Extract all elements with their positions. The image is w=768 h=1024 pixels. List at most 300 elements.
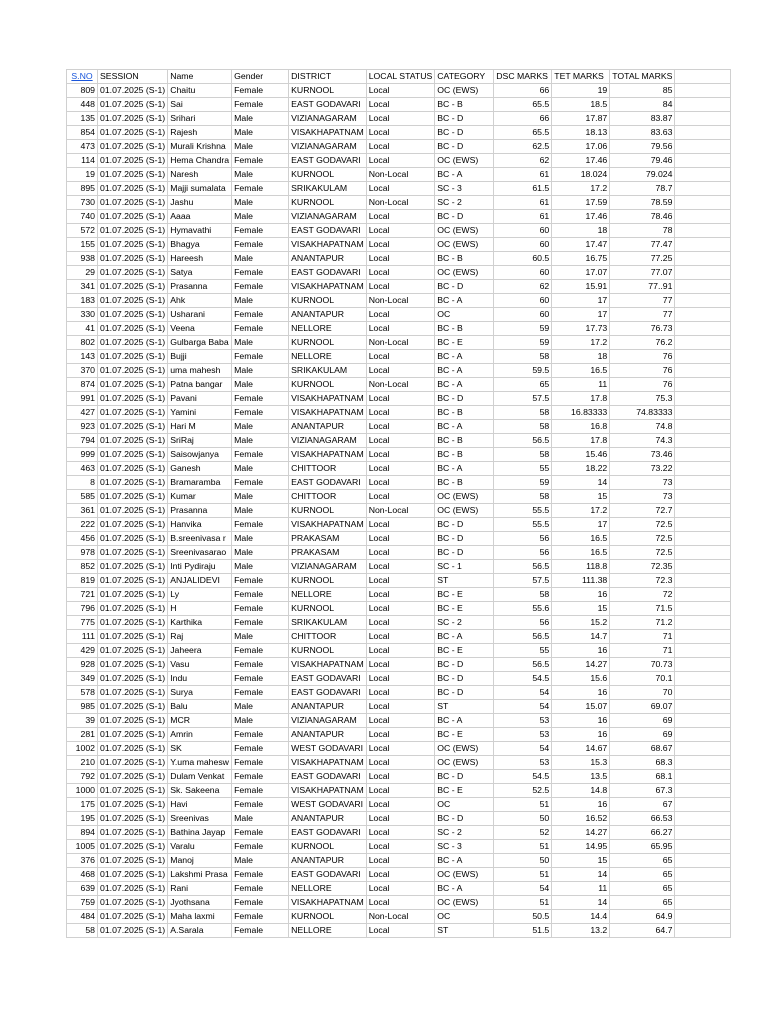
cell-sno: 456 — [67, 532, 98, 546]
cell-sno: 874 — [67, 378, 98, 392]
cell-name: ANJALIDEVI — [168, 574, 232, 588]
cell-dsc-marks: 56.5 — [494, 560, 552, 574]
cell-category: OC (EWS) — [435, 224, 494, 238]
cell-category: ST — [435, 700, 494, 714]
cell-local-status: Local — [366, 280, 435, 294]
cell-extra — [675, 266, 731, 280]
cell-district: VISAKHAPATNAM — [289, 896, 367, 910]
header-category: CATEGORY — [435, 70, 494, 84]
cell-total-marks: 65 — [610, 896, 675, 910]
cell-category: BC - A — [435, 882, 494, 896]
cell-local-status: Local — [366, 448, 435, 462]
cell-tet-marks: 14.27 — [552, 658, 610, 672]
cell-district: VIZIANAGARAM — [289, 714, 367, 728]
cell-session: 01.07.2025 (S-1) — [98, 112, 168, 126]
cell-local-status: Local — [366, 532, 435, 546]
cell-tet-marks: 16.5 — [552, 546, 610, 560]
cell-total-marks: 67.3 — [610, 784, 675, 798]
table-row — [67, 672, 731, 686]
cell-session: 01.07.2025 (S-1) — [98, 168, 168, 182]
cell-session: 01.07.2025 (S-1) — [98, 770, 168, 784]
cell-extra — [675, 252, 731, 266]
cell-sno: 135 — [67, 112, 98, 126]
cell-sno: 999 — [67, 448, 98, 462]
cell-extra — [675, 448, 731, 462]
cell-district: SRIKAKULAM — [289, 182, 367, 196]
cell-local-status: Local — [366, 252, 435, 266]
cell-tet-marks: 17.59 — [552, 196, 610, 210]
cell-total-marks: 85 — [610, 84, 675, 98]
cell-sno: 639 — [67, 882, 98, 896]
cell-name: Ahk — [168, 294, 232, 308]
cell-name: Sai — [168, 98, 232, 112]
cell-extra — [675, 210, 731, 224]
cell-tet-marks: 17.06 — [552, 140, 610, 154]
cell-tet-marks: 11 — [552, 882, 610, 896]
cell-extra — [675, 784, 731, 798]
cell-sno: 19 — [67, 168, 98, 182]
cell-tet-marks: 17.73 — [552, 322, 610, 336]
cell-district: KURNOOL — [289, 840, 367, 854]
cell-district: VIZIANAGARAM — [289, 434, 367, 448]
cell-extra — [675, 546, 731, 560]
cell-session: 01.07.2025 (S-1) — [98, 546, 168, 560]
cell-sno: 195 — [67, 812, 98, 826]
cell-extra — [675, 798, 731, 812]
cell-local-status: Local — [366, 630, 435, 644]
cell-name: Inti Pydiraju — [168, 560, 232, 574]
cell-sno: 463 — [67, 462, 98, 476]
cell-total-marks: 72 — [610, 588, 675, 602]
cell-category: SC - 1 — [435, 560, 494, 574]
cell-local-status: Local — [366, 462, 435, 476]
cell-name: uma mahesh — [168, 364, 232, 378]
cell-local-status: Local — [366, 126, 435, 140]
cell-gender: Male — [232, 812, 289, 826]
cell-sno: 349 — [67, 672, 98, 686]
cell-dsc-marks: 65 — [494, 378, 552, 392]
cell-total-marks: 70 — [610, 686, 675, 700]
cell-local-status: Local — [366, 714, 435, 728]
cell-local-status: Local — [366, 266, 435, 280]
table-row — [67, 84, 731, 98]
cell-local-status: Local — [366, 770, 435, 784]
cell-tet-marks: 18.5 — [552, 98, 610, 112]
cell-name: Hymavathi — [168, 224, 232, 238]
cell-total-marks: 70.1 — [610, 672, 675, 686]
cell-gender: Male — [232, 854, 289, 868]
cell-local-status: Local — [366, 518, 435, 532]
cell-local-status: Local — [366, 490, 435, 504]
cell-name: Varalu — [168, 840, 232, 854]
cell-district: EAST GODAVARI — [289, 868, 367, 882]
cell-sno: 222 — [67, 518, 98, 532]
cell-dsc-marks: 66 — [494, 112, 552, 126]
cell-extra — [675, 168, 731, 182]
cell-local-status: Local — [366, 154, 435, 168]
cell-sno: 796 — [67, 602, 98, 616]
cell-extra — [675, 714, 731, 728]
cell-category: BC - B — [435, 252, 494, 266]
cell-district: KURNOOL — [289, 84, 367, 98]
header-total-marks: TOTAL MARKS — [610, 70, 675, 84]
cell-local-status: Non-Local — [366, 196, 435, 210]
cell-gender: Female — [232, 476, 289, 490]
cell-session: 01.07.2025 (S-1) — [98, 658, 168, 672]
cell-session: 01.07.2025 (S-1) — [98, 798, 168, 812]
cell-district: NELLORE — [289, 924, 367, 938]
cell-name: Ly — [168, 588, 232, 602]
cell-extra — [675, 378, 731, 392]
cell-district: EAST GODAVARI — [289, 224, 367, 238]
cell-dsc-marks: 51 — [494, 868, 552, 882]
cell-total-marks: 64.9 — [610, 910, 675, 924]
cell-district: VISAKHAPATNAM — [289, 658, 367, 672]
cell-total-marks: 66.53 — [610, 812, 675, 826]
cell-gender: Male — [232, 294, 289, 308]
cell-local-status: Local — [366, 140, 435, 154]
cell-name: H — [168, 602, 232, 616]
cell-gender: Female — [232, 784, 289, 798]
cell-district: VISAKHAPATNAM — [289, 448, 367, 462]
cell-dsc-marks: 58 — [494, 490, 552, 504]
cell-extra — [675, 532, 731, 546]
cell-dsc-marks: 53 — [494, 728, 552, 742]
cell-sno: 819 — [67, 574, 98, 588]
cell-local-status: Local — [366, 434, 435, 448]
cell-name: Rani — [168, 882, 232, 896]
cell-session: 01.07.2025 (S-1) — [98, 434, 168, 448]
cell-dsc-marks: 61.5 — [494, 182, 552, 196]
cell-district: SRIKAKULAM — [289, 616, 367, 630]
cell-total-marks: 64.7 — [610, 924, 675, 938]
table-row — [67, 560, 731, 574]
cell-tet-marks: 16 — [552, 588, 610, 602]
cell-total-marks: 79.024 — [610, 168, 675, 182]
cell-name: A.Sarala — [168, 924, 232, 938]
cell-total-marks: 70.73 — [610, 658, 675, 672]
cell-extra — [675, 98, 731, 112]
cell-total-marks: 77 — [610, 308, 675, 322]
cell-total-marks: 78.46 — [610, 210, 675, 224]
cell-category: BC - E — [435, 336, 494, 350]
cell-session: 01.07.2025 (S-1) — [98, 294, 168, 308]
cell-session: 01.07.2025 (S-1) — [98, 504, 168, 518]
cell-local-status: Local — [366, 350, 435, 364]
cell-total-marks: 72.5 — [610, 546, 675, 560]
cell-category: SC - 2 — [435, 826, 494, 840]
cell-extra — [675, 644, 731, 658]
header-row — [67, 70, 731, 84]
cell-local-status: Local — [366, 546, 435, 560]
cell-district: NELLORE — [289, 588, 367, 602]
cell-total-marks: 65.95 — [610, 840, 675, 854]
cell-extra — [675, 112, 731, 126]
cell-total-marks: 76.73 — [610, 322, 675, 336]
cell-gender: Female — [232, 238, 289, 252]
table-row — [67, 812, 731, 826]
table-row — [67, 546, 731, 560]
cell-session: 01.07.2025 (S-1) — [98, 756, 168, 770]
cell-total-marks: 76 — [610, 378, 675, 392]
cell-extra — [675, 924, 731, 938]
cell-local-status: Local — [366, 728, 435, 742]
cell-gender: Female — [232, 322, 289, 336]
cell-name: Bathina Jayap — [168, 826, 232, 840]
cell-session: 01.07.2025 (S-1) — [98, 840, 168, 854]
table-row — [67, 504, 731, 518]
cell-category: OC (EWS) — [435, 490, 494, 504]
cell-category: BC - A — [435, 168, 494, 182]
cell-name: Pavani — [168, 392, 232, 406]
header-dsc-marks: DSC MARKS — [494, 70, 552, 84]
cell-dsc-marks: 60 — [494, 294, 552, 308]
cell-district: KURNOOL — [289, 378, 367, 392]
cell-category: OC (EWS) — [435, 504, 494, 518]
cell-sno: 175 — [67, 798, 98, 812]
cell-sno: 155 — [67, 238, 98, 252]
cell-category: OC (EWS) — [435, 756, 494, 770]
cell-local-status: Local — [366, 574, 435, 588]
cell-dsc-marks: 59 — [494, 336, 552, 350]
cell-name: Balu — [168, 700, 232, 714]
cell-district: VISAKHAPATNAM — [289, 518, 367, 532]
table-row — [67, 112, 731, 126]
cell-gender: Female — [232, 658, 289, 672]
cell-tet-marks: 18 — [552, 224, 610, 238]
cell-gender: Female — [232, 448, 289, 462]
cell-tet-marks: 15.2 — [552, 616, 610, 630]
cell-total-marks: 78.59 — [610, 196, 675, 210]
cell-total-marks: 71.5 — [610, 602, 675, 616]
cell-gender: Male — [232, 532, 289, 546]
cell-extra — [675, 854, 731, 868]
cell-local-status: Local — [366, 98, 435, 112]
cell-name: Sreenivas — [168, 812, 232, 826]
cell-dsc-marks: 55 — [494, 462, 552, 476]
cell-dsc-marks: 56 — [494, 616, 552, 630]
cell-total-marks: 72.35 — [610, 560, 675, 574]
cell-category: BC - D — [435, 392, 494, 406]
cell-tet-marks: 15.07 — [552, 700, 610, 714]
cell-gender: Female — [232, 518, 289, 532]
cell-dsc-marks: 58 — [494, 420, 552, 434]
cell-district: ANANTAPUR — [289, 308, 367, 322]
table-row — [67, 476, 731, 490]
cell-tet-marks: 16.52 — [552, 812, 610, 826]
cell-name: Sreenivasarao — [168, 546, 232, 560]
cell-name: Veena — [168, 322, 232, 336]
table-row — [67, 616, 731, 630]
table-row — [67, 378, 731, 392]
cell-category: BC - D — [435, 126, 494, 140]
cell-district: ANANTAPUR — [289, 728, 367, 742]
cell-local-status: Local — [366, 854, 435, 868]
cell-sno: 740 — [67, 210, 98, 224]
cell-district: EAST GODAVARI — [289, 98, 367, 112]
cell-total-marks: 69.07 — [610, 700, 675, 714]
cell-extra — [675, 560, 731, 574]
cell-category: BC - D — [435, 770, 494, 784]
cell-sno: 923 — [67, 420, 98, 434]
cell-session: 01.07.2025 (S-1) — [98, 252, 168, 266]
cell-local-status: Local — [366, 616, 435, 630]
table-row — [67, 210, 731, 224]
header-sno[interactable]: S.NO — [67, 70, 98, 84]
cell-session: 01.07.2025 (S-1) — [98, 308, 168, 322]
cell-district: ANANTAPUR — [289, 812, 367, 826]
cell-name: Saisowjanya — [168, 448, 232, 462]
cell-extra — [675, 140, 731, 154]
cell-district: KURNOOL — [289, 196, 367, 210]
cell-district: KURNOOL — [289, 336, 367, 350]
cell-dsc-marks: 51 — [494, 840, 552, 854]
table-row — [67, 826, 731, 840]
cell-district: VISAKHAPATNAM — [289, 756, 367, 770]
cell-gender: Female — [232, 98, 289, 112]
cell-gender: Female — [232, 686, 289, 700]
cell-category: BC - D — [435, 686, 494, 700]
cell-category: BC - D — [435, 518, 494, 532]
cell-district: EAST GODAVARI — [289, 476, 367, 490]
cell-dsc-marks: 58 — [494, 448, 552, 462]
cell-district: VIZIANAGARAM — [289, 112, 367, 126]
cell-dsc-marks: 53 — [494, 756, 552, 770]
cell-local-status: Non-Local — [366, 378, 435, 392]
cell-total-marks: 68.3 — [610, 756, 675, 770]
cell-session: 01.07.2025 (S-1) — [98, 476, 168, 490]
cell-total-marks: 79.56 — [610, 140, 675, 154]
cell-session: 01.07.2025 (S-1) — [98, 854, 168, 868]
cell-district: VISAKHAPATNAM — [289, 392, 367, 406]
cell-gender: Male — [232, 210, 289, 224]
cell-session: 01.07.2025 (S-1) — [98, 910, 168, 924]
cell-dsc-marks: 65.5 — [494, 126, 552, 140]
cell-name: Hareesh — [168, 252, 232, 266]
cell-extra — [675, 602, 731, 616]
cell-tet-marks: 15.91 — [552, 280, 610, 294]
cell-name: Naresh — [168, 168, 232, 182]
cell-district: KURNOOL — [289, 910, 367, 924]
cell-sno: 210 — [67, 756, 98, 770]
cell-extra — [675, 588, 731, 602]
cell-category: OC — [435, 798, 494, 812]
cell-name: Havi — [168, 798, 232, 812]
cell-local-status: Non-Local — [366, 910, 435, 924]
cell-name: Bujji — [168, 350, 232, 364]
cell-session: 01.07.2025 (S-1) — [98, 518, 168, 532]
cell-sno: 985 — [67, 700, 98, 714]
table-row — [67, 182, 731, 196]
cell-district: ANANTAPUR — [289, 420, 367, 434]
cell-total-marks: 65 — [610, 854, 675, 868]
cell-session: 01.07.2025 (S-1) — [98, 322, 168, 336]
cell-extra — [675, 672, 731, 686]
table-row — [67, 392, 731, 406]
cell-name: Lakshmi Prasa — [168, 868, 232, 882]
table-row — [67, 924, 731, 938]
cell-extra — [675, 574, 731, 588]
cell-sno: 978 — [67, 546, 98, 560]
cell-session: 01.07.2025 (S-1) — [98, 378, 168, 392]
cell-dsc-marks: 54 — [494, 686, 552, 700]
cell-category: BC - D — [435, 140, 494, 154]
cell-local-status: Non-Local — [366, 294, 435, 308]
cell-tet-marks: 11 — [552, 378, 610, 392]
cell-total-marks: 73.46 — [610, 448, 675, 462]
cell-gender: Female — [232, 728, 289, 742]
cell-district: PRAKASAM — [289, 532, 367, 546]
cell-extra — [675, 658, 731, 672]
cell-total-marks: 72.5 — [610, 518, 675, 532]
cell-dsc-marks: 56.5 — [494, 434, 552, 448]
cell-total-marks: 69 — [610, 714, 675, 728]
cell-local-status: Local — [366, 420, 435, 434]
table-row — [67, 728, 731, 742]
table-row — [67, 658, 731, 672]
cell-local-status: Local — [366, 798, 435, 812]
cell-dsc-marks: 50.5 — [494, 910, 552, 924]
cell-session: 01.07.2025 (S-1) — [98, 280, 168, 294]
cell-dsc-marks: 59 — [494, 476, 552, 490]
cell-tet-marks: 15 — [552, 490, 610, 504]
cell-name: Aaaa — [168, 210, 232, 224]
cell-total-marks: 78.7 — [610, 182, 675, 196]
cell-name: Jaheera — [168, 644, 232, 658]
cell-session: 01.07.2025 (S-1) — [98, 462, 168, 476]
cell-total-marks: 69 — [610, 728, 675, 742]
cell-category: BC - D — [435, 658, 494, 672]
cell-category: BC - D — [435, 672, 494, 686]
cell-session: 01.07.2025 (S-1) — [98, 420, 168, 434]
cell-gender: Male — [232, 336, 289, 350]
cell-sno: 1005 — [67, 840, 98, 854]
cell-district: CHITTOOR — [289, 490, 367, 504]
cell-name: SK — [168, 742, 232, 756]
cell-tet-marks: 17 — [552, 294, 610, 308]
cell-sno: 585 — [67, 490, 98, 504]
cell-extra — [675, 882, 731, 896]
header-local-status: LOCAL STATUS — [366, 70, 435, 84]
cell-session: 01.07.2025 (S-1) — [98, 672, 168, 686]
cell-extra — [675, 364, 731, 378]
cell-dsc-marks: 62.5 — [494, 140, 552, 154]
cell-category: BC - A — [435, 350, 494, 364]
cell-category: BC - E — [435, 588, 494, 602]
cell-name: MCR — [168, 714, 232, 728]
cell-session: 01.07.2025 (S-1) — [98, 406, 168, 420]
cell-tet-marks: 17.8 — [552, 434, 610, 448]
cell-tet-marks: 17 — [552, 308, 610, 322]
cell-tet-marks: 15 — [552, 602, 610, 616]
cell-name: Yamini — [168, 406, 232, 420]
cell-category: BC - A — [435, 364, 494, 378]
cell-gender: Female — [232, 882, 289, 896]
cell-local-status: Local — [366, 322, 435, 336]
cell-total-marks: 77..91 — [610, 280, 675, 294]
cell-extra — [675, 756, 731, 770]
cell-session: 01.07.2025 (S-1) — [98, 364, 168, 378]
cell-name: Maha laxmi — [168, 910, 232, 924]
cell-sno: 1000 — [67, 784, 98, 798]
cell-category: OC (EWS) — [435, 896, 494, 910]
cell-gender: Female — [232, 182, 289, 196]
cell-category: BC - B — [435, 406, 494, 420]
cell-extra — [675, 280, 731, 294]
cell-total-marks: 77.25 — [610, 252, 675, 266]
cell-total-marks: 68.1 — [610, 770, 675, 784]
cell-dsc-marks: 60 — [494, 308, 552, 322]
